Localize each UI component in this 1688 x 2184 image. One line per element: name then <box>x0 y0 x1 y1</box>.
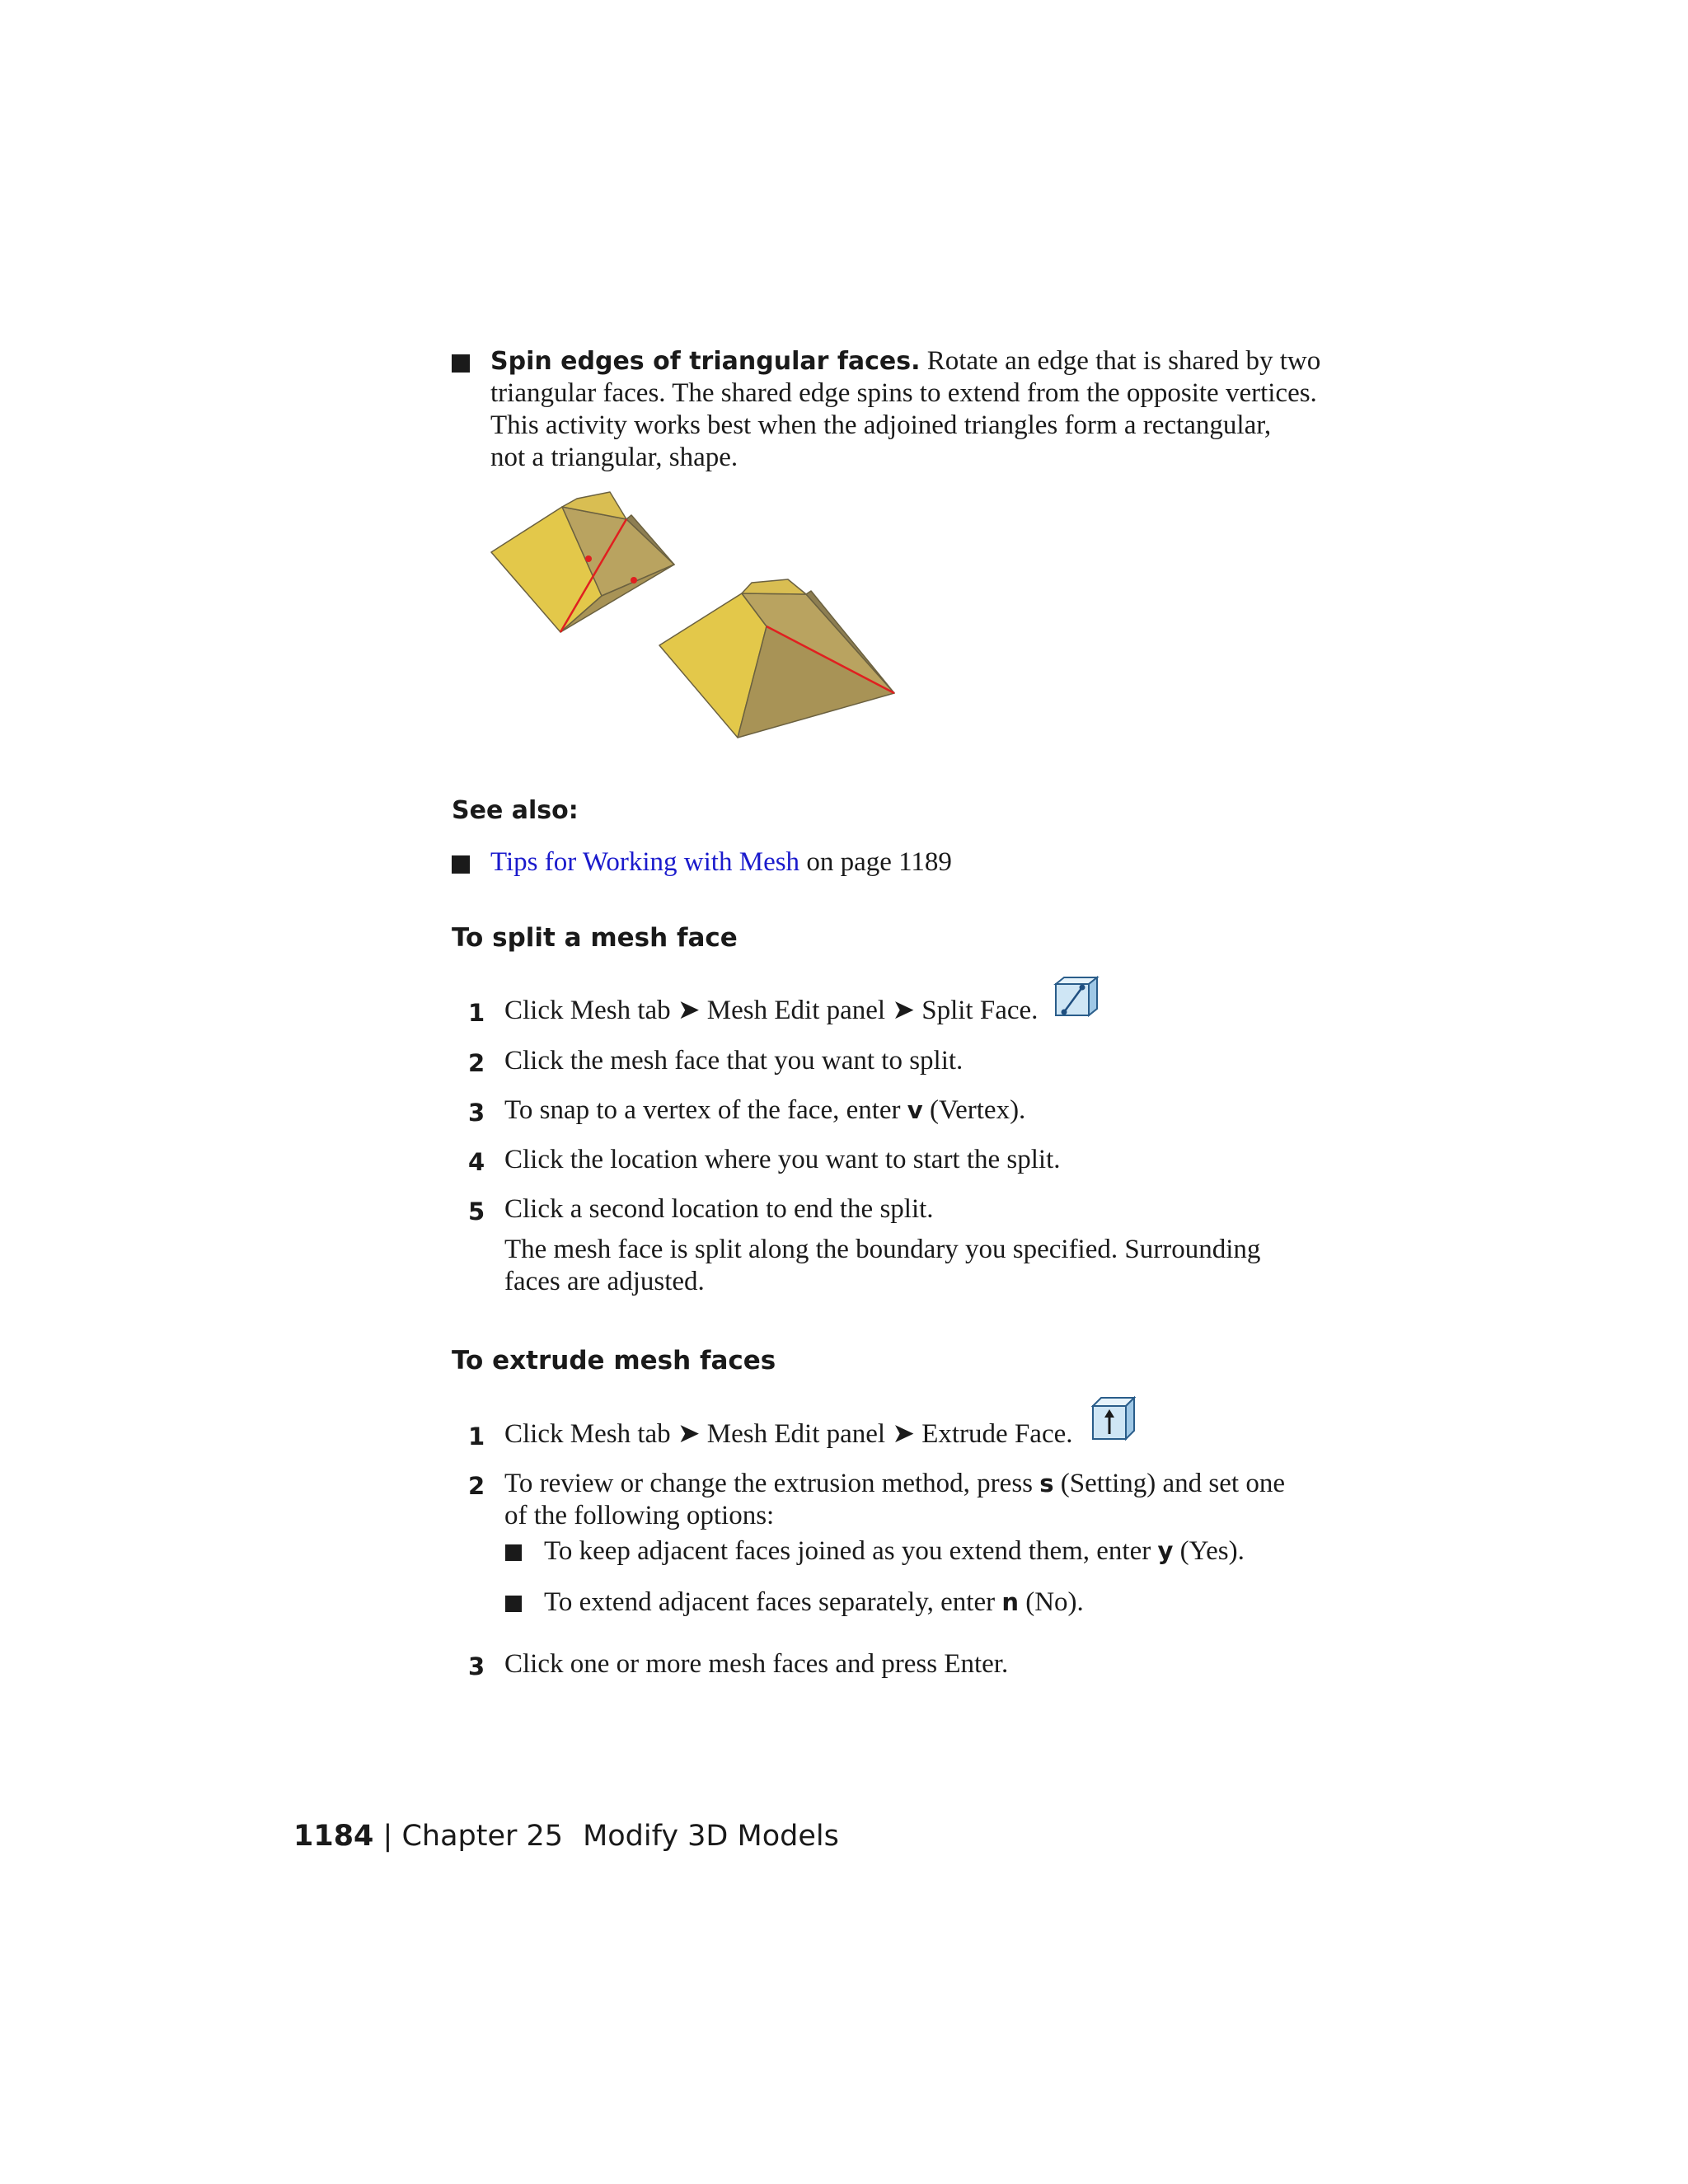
bullet-marker <box>505 1596 522 1612</box>
tips-link[interactable]: Tips for Working with Mesh <box>490 847 800 877</box>
extrude-option-join: To keep adjacent faces joined as you extend them, enter y (Yes). <box>544 1536 1245 1566</box>
bullet-marker <box>452 354 470 373</box>
extrude-face-icon <box>1090 1394 1137 1442</box>
spin-edge-illustration <box>478 482 907 746</box>
step-number: 3 <box>468 1099 485 1127</box>
bullet-marker <box>452 855 470 874</box>
extrude-heading: To extrude mesh faces <box>452 1346 776 1376</box>
split-step-1: Click Mesh tab ➤ Mesh Edit panel ➤ Split Face. <box>504 996 1039 1025</box>
pyramid-before <box>491 492 674 632</box>
split-result-note: The mesh face is split along the boundary you specified. Surrounding faces are adjusted. <box>504 1235 1261 1296</box>
see-also-heading: See also: <box>452 796 579 825</box>
page-footer: 1184 | Chapter 25 Modify 3D Models <box>293 1820 839 1853</box>
no-key: n <box>1001 1588 1019 1616</box>
step-number: 1 <box>468 999 485 1027</box>
step-number: 3 <box>468 1652 485 1680</box>
yes-key: y <box>1157 1537 1174 1565</box>
see-also-item: Tips for Working with Mesh on page 1189 <box>490 847 952 877</box>
chapter-title: Modify 3D Models <box>583 1820 839 1853</box>
step-number: 4 <box>468 1148 485 1176</box>
split-step-3: To snap to a vertex of the face, enter v (Vertex). <box>504 1095 1026 1125</box>
split-step-5: Click a second location to end the split. <box>504 1194 934 1224</box>
setting-key: s <box>1039 1469 1054 1497</box>
spin-edges-paragraph: Spin edges of triangular faces. Rotate an edge that is shared by two triangular faces. The shared edge spins to extend from the opposite vertices. This activity works best when the adjoined triangles form a rectangular, not a triangular, shape. <box>490 346 1321 472</box>
chapter-label: Chapter 25 <box>401 1820 564 1853</box>
page-number: 1184 <box>293 1820 374 1853</box>
bullet-marker <box>505 1544 522 1561</box>
step-number: 2 <box>468 1472 485 1500</box>
split-heading: To split a mesh face <box>452 923 738 953</box>
extrude-step-3: Click one or more mesh faces and press Enter. <box>504 1649 1009 1679</box>
extrude-option-separate: To extend adjacent faces separately, enter n (No). <box>544 1587 1084 1617</box>
extrude-step-2: To review or change the extrusion method, press s (Setting) and set one of the following options: <box>504 1469 1285 1530</box>
spin-edges-lead: Spin edges of triangular faces. <box>490 347 921 376</box>
step-number: 1 <box>468 1422 485 1451</box>
split-step-4: Click the location where you want to start the split. <box>504 1145 1061 1174</box>
step-number: 5 <box>468 1197 485 1226</box>
extrude-step-1: Click Mesh tab ➤ Mesh Edit panel ➤ Extrude Face. <box>504 1419 1073 1449</box>
split-face-icon <box>1053 976 1100 1019</box>
step-number: 2 <box>468 1049 485 1077</box>
split-step-2: Click the mesh face that you want to split. <box>504 1046 964 1076</box>
vertex-key: v <box>907 1096 923 1124</box>
pyramid-after <box>659 579 894 738</box>
